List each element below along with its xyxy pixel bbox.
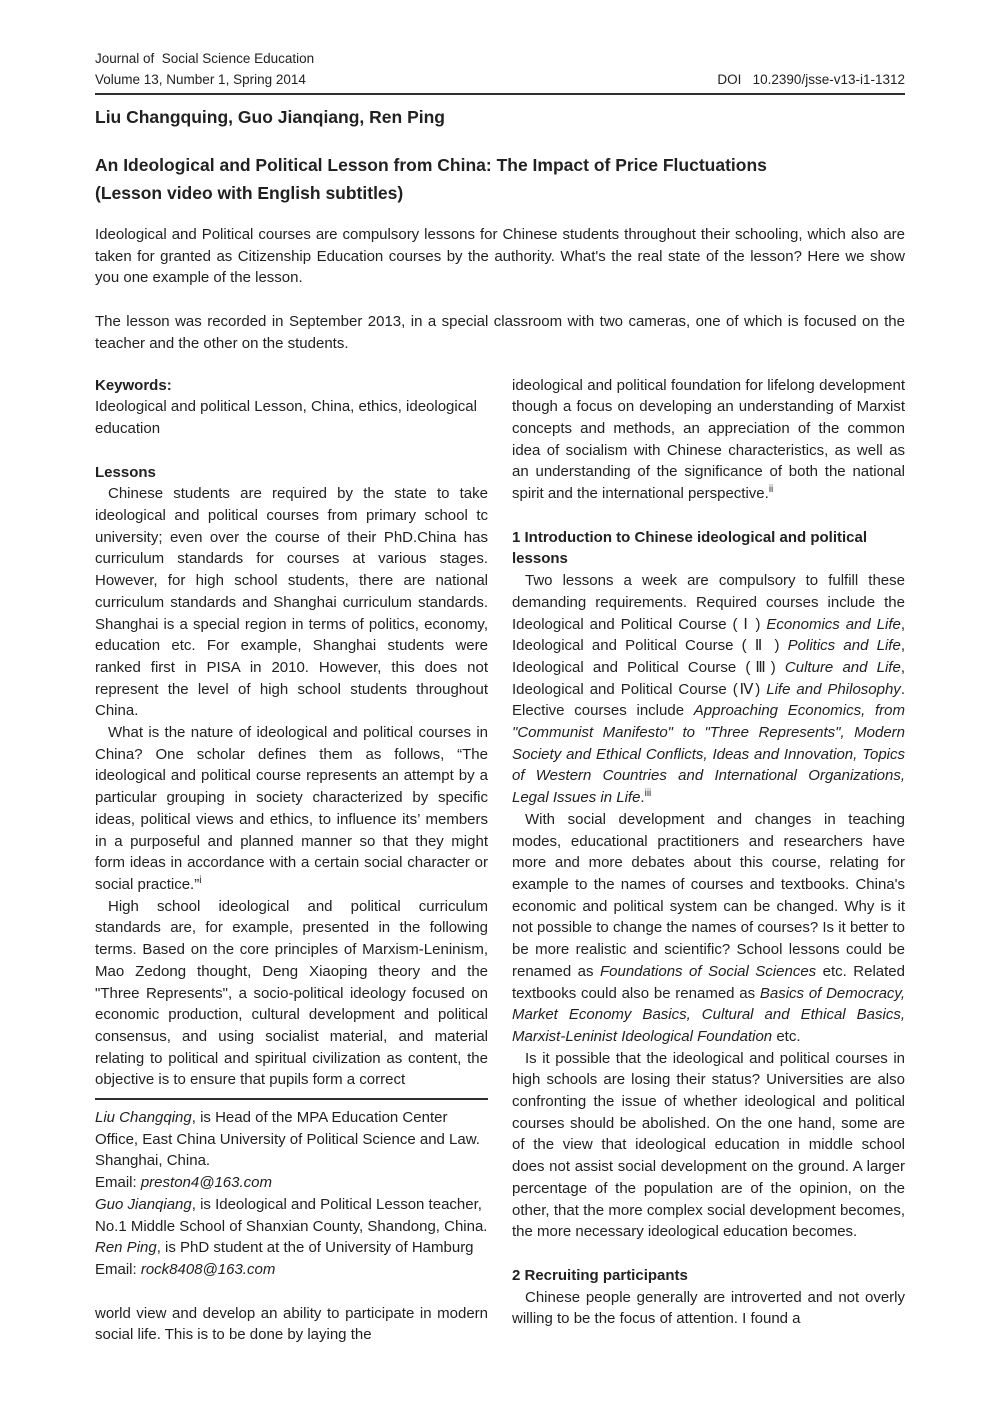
lessons-paragraph-2: What is the nature of ideological and political courses in China? One scholar defines them as follows, “The ideological and political course represents an attempt by a particular grouping in society characterized by specific ideas, political views and ethics, to influence its’ members in a purposeful and planned manner so that they might form ideas in accordance with a certain social character or social practice.”$^i$ [95,724,488,893]
author-footnote-block [95,1098,488,1281]
introduction-paragraph-3: Is it possible that the ideological and political courses in high schools are losing their status? Universities are also confronting the issue of whether ideological and political courses should be abolished. On the one hand, some are of the view that ideological education in middle school does not assist social development on the ground. A larger percentage of the population are of the opinion, on the other, that the more complex social development becomes, the more necessary ideological education becomes. [512,1049,905,1241]
footnote-ref: i [199,874,202,886]
recruiting-paragraph-1: Chinese people generally are introverted and not overly willing to be the focus of attention. I found a [512,1288,905,1328]
section-heading-introduction: 1 Introduction to Chinese ideological and political lessons [512,528,868,568]
section-heading-recruiting: 2 Recruiting participants [512,1266,688,1284]
footnote-ref: iii [644,788,652,800]
paper-title-line2: (Lesson video with English subtitles) [95,183,404,203]
lessons-paragraph-continuation: world view and develop an ability to participate in modern social life. This is to be done by laying the [95,1304,488,1344]
journal-name: Journal of Social Science Education [95,51,315,66]
volume-info: Volume 13, Number 1, Spring 2014 [95,72,306,87]
masthead [95,48,905,95]
authors-line: Liu Changquing, Guo Jianqiang, Ren Ping [95,107,445,127]
lessons-paragraph-3: High school ideological and political curriculum standards are, for example, presented in the following terms. Based on the core principles of Marxism-Leninism, Mao Zedong thought, Deng Xiaoping theory and the "Three Represents", a socio-political ideology focused on economic production, cultural development and political consensus, and using socialist material, and material relating to political and spiritual civilization as content, the objective is to ensure that pupils form a correct [95,897,488,1089]
continuation-paragraph: ideological and political foundation for lifelong development though a focus on developing an understanding of Marxist concepts and methods, an appreciation of the common idea of socialism with Chinese characteristics, as well as an understanding of the significance of both the national spirit and the international perspective.$^{ii}$ [512,376,905,503]
doi: DOI 10.2390/jsse-v13-i1-1312 [717,72,905,87]
introduction-paragraph-2: With social development and changes in teaching modes, educational practitioners and researchers have more and more debates about this course, relating for example to the names of courses and textbooks. China's economic and political system can be changed. Why is it not possible to change the names of courses? Is it better to be more realistic and scientific? School lessons could be renamed as Foundations of Social Sciences etc. Related textbooks could also be renamed as Basics of Democracy, Market Economy Basics, Cultural and Ethical Basics, Marxist-Leninist Ideological Foundation etc. [512,810,905,1045]
left-column [95,375,488,1347]
footnote-email-ren: Email: rock8408@163.com [95,1260,276,1278]
abstract-paragraph-2: The lesson was recorded in September 2013, in a special classroom with two cameras, one of which is focused on the teacher and the other on the students. [95,313,905,352]
lessons-paragraph-1: Chinese students are required by the state to take ideological and political courses from primary school tc university; even over the course of their PhD.China has curriculum standards for courses at various stages. However, for high school students, there are national curriculum standards and Shanghai curriculum standards. Shanghai is a special region in terms of politics, economy, education etc. For example, Shanghai students were ranked first in PISA in 2010. However, this does not represent the level of high school students throughout China. [95,485,488,720]
abstract-paragraph-1: Ideological and Political courses are compulsory lessons for Chinese students throughout their schooling, which also are taken for granted as Citizenship Education courses by the authority. What's the real state of the lesson? Here we show you one example of the lesson. [95,226,905,287]
abstract [95,224,905,355]
footnote-bio-ren: Ren Ping, is PhD student at the of University of Hamburg [95,1239,474,1257]
paper-title-line1: An Ideological and Political Lesson from China: The Impact of Price Fluctuations [95,155,767,175]
two-column-body [95,375,905,1347]
right-column [512,375,905,1347]
keywords-text: Ideological and political Lesson, China, ethics, ideological education [95,398,477,437]
section-heading-lessons: Lessons [95,463,156,481]
footnote-bio-guo: Guo Jianqiang, is Ideological and Political Lesson teacher, No.1 Middle School of Shanxian County, Shandong, China. [95,1195,488,1235]
footnote-email-liu: Email: preston4@163.com [95,1174,272,1192]
footnote-ref: ii [768,484,774,496]
masthead-line2 [95,69,905,90]
footnote-bio-liu: Liu Changqing, is Head of the MPA Education Center Office, East China University of Political Science and Law. Shanghai, China. [95,1109,480,1170]
introduction-paragraph-1: Two lessons a week are compulsory to fulfill these demanding requirements. Required courses include the Ideological and Political Course ( Ⅰ ) Economics and Life, Ideological and Political Course ( Ⅱ ) Politics and Life, Ideological and Political Course (Ⅲ) Culture and Life, Ideological and Political Course (Ⅳ) Life and Philosophy. Elective courses include Approaching Economics, from "Communist Manifesto" to "Three Represents", Modern Society and Ethical Conflicts, Ideas and Innovation, Topics of Western Countries and International Organizations, Legal Issues in Life.$^{iii}$ [512,572,906,807]
keywords-label: Keywords: [95,376,172,394]
paper-title [95,151,905,207]
